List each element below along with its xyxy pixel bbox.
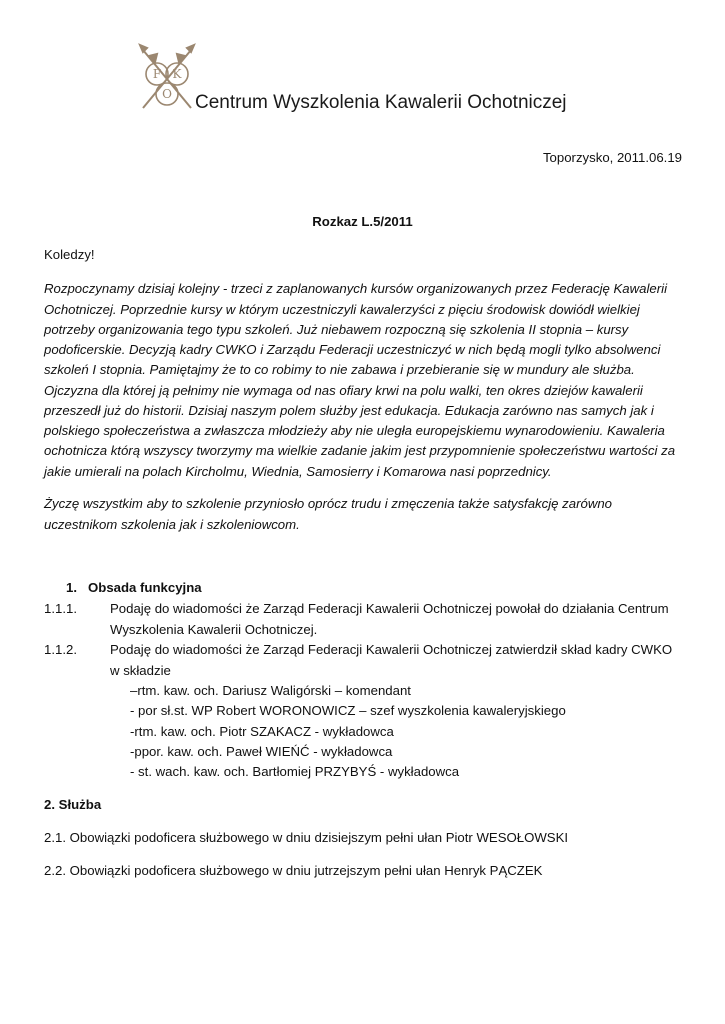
paragraph-line: przeszedł już do historii. Dzisiaj naszym polem służby jest edukacja. Edukacja zarówno nas samych jak i: [44, 403, 654, 418]
paragraph-line: podoficerskie. Decyzją kadry CWKO i Zarządu Federacji uczestniczyć w nich będą mogli tylko absolwenci: [44, 342, 661, 357]
crew-member: -ppor. kaw. och. Paweł WIEŃĆ - wykładowca: [130, 744, 393, 759]
duty-item: 2.1. Obowiązki podoficera służbowego w dniu dzisiejszym pełni ułan Piotr WESOŁOWSKI: [44, 830, 569, 845]
order-title: Rozkaz L.5/2011: [312, 214, 413, 229]
item-number: 1.1.1.: [44, 601, 77, 616]
section-number: 1.: [66, 580, 77, 595]
logo-letter-o: O: [162, 87, 172, 101]
crew-member: - st. wach. kaw. och. Bartłomiej PRZYBYŚ - wykładowca: [130, 764, 460, 779]
greeting: Koledzy!: [44, 247, 95, 262]
crew-member: -rtm. kaw. och. Piotr SZAKACZ - wykładowca: [130, 724, 394, 739]
pennant-left: [149, 54, 157, 62]
section-title: 2. Służba: [44, 797, 102, 812]
duty-item: 2.2. Obowiązki podoficera służbowego w dniu jutrzejszym pełni ułan Henryk PĄCZEK: [44, 863, 543, 878]
paragraph-line: Ochotniczej. Poprzednie kursy w którym uczestniczyli kawalerzyści z pięciu środowisk dowiódł wielkiej: [44, 302, 640, 317]
document-date: Toporzysko, 2011.06.19: [542, 150, 682, 165]
organization-name: Centrum Wyszkolenia Kawalerii Ochotniczej: [195, 92, 567, 113]
paragraph-line: polskiego społeczeństwa a zwłaszcza młodzieży aby nie uległa europejskiemu wynarodowieniu. Kawaleria: [44, 423, 665, 438]
crew-member: - por sł.st. WP Robert WORONOWICZ – szef wyszkolenia kawaleryjskiego: [130, 703, 566, 718]
pennant-right: [177, 54, 185, 62]
item-text-line: w składzie: [110, 663, 171, 678]
item-text-line: Wyszkolenia Kawalerii Ochotniczej.: [110, 622, 318, 637]
paragraph-line: ochotnicza którą wszyscy tworzymy ma wielkie zadanie jakim jest przypomnienie społeczeństwu wartości za: [44, 443, 676, 458]
cwko-logo-emblem: [137, 42, 197, 116]
lance-left-tip: [140, 45, 147, 52]
item-text-line: Podaję do wiadomości że Zarząd Federacji Kawalerii Ochotniczej powołał do działania Centrum: [110, 601, 669, 616]
paragraph-line: uczestnikom szkolenia jak i szkoleniowcom.: [44, 517, 300, 532]
logo-letter-k: K: [172, 67, 182, 81]
section-title: Obsada funkcyjna: [88, 580, 202, 595]
paragraph-line: Rozpoczynamy dzisiaj kolejny - trzeci z zaplanowanych kursów organizowanych przez Federację Kawalerii: [44, 281, 668, 296]
item-text-line: Podaję do wiadomości że Zarząd Federacji Kawalerii Ochotniczej zatwierdził skład kadry CWKO: [110, 642, 673, 657]
crew-member: –rtm. kaw. och. Dariusz Waligórski – komendant: [130, 683, 411, 698]
paragraph-line: jakie umierali na polach Kircholmu, Wiednia, Samosierry i Komarowa nasi poprzednicy.: [44, 464, 552, 479]
item-number: 1.1.2.: [44, 642, 77, 657]
paragraph-line: szkoleń I stopnia. Pamiętajmy że to co robimy to nie zabawa i przebieranie się w mundury ale służba.: [44, 362, 635, 377]
paragraph-line: Życzę wszystkim aby to szkolenie przyniosło oprócz trudu i zmęczenia także satysfakcję zarówno: [44, 496, 613, 511]
lance-right-tip: [187, 45, 194, 52]
logo-letter-f: F: [152, 67, 162, 81]
paragraph-line: Ojczyzna dla której ją pełnimy nie wymaga od nas ofiary krwi na polu walki, ten okres dziejów kawalerii: [44, 383, 643, 398]
paragraph-line: potrzeby organizowania tego typu szkoleń. Już niebawem rozpoczną się szkolenia II stopnia – kursy: [44, 322, 629, 337]
